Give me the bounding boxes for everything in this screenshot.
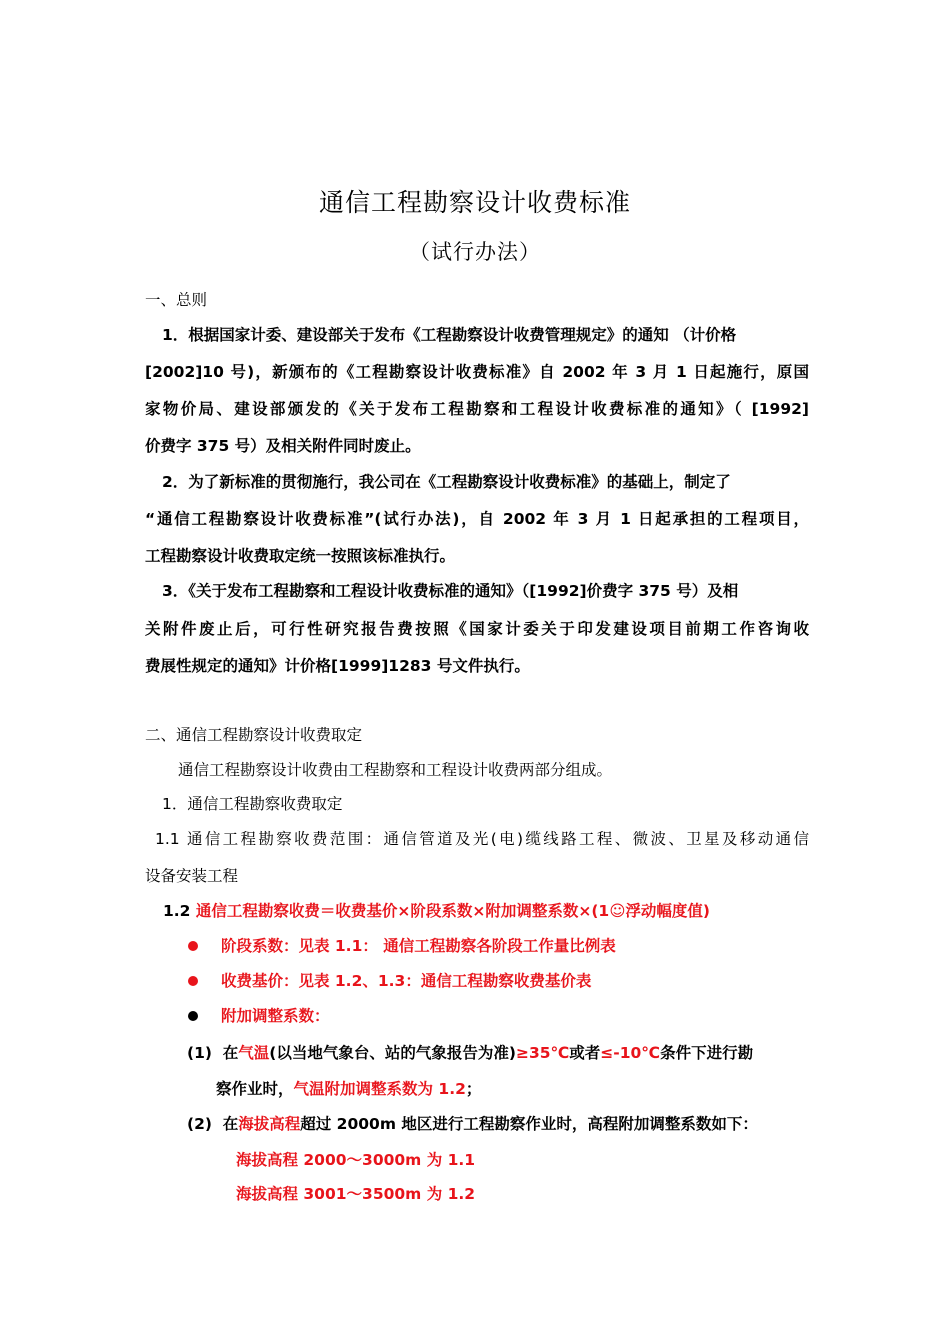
s1-p1-line2: [2002]10 号)，新颁布的《工程勘察设计收费标准》自 2002 年 3 月 1 日起施行，原国 <box>145 363 809 381</box>
s12-number: 1.2 <box>163 902 196 920</box>
item1-number: (1) <box>187 1044 212 1062</box>
section2-intro: 通信工程勘察设计收费由工程勘察和工程设计收费两部分组成。 <box>178 761 613 779</box>
altitude-row: 海拔高程 3001～3500m 为 1.2 <box>236 1185 476 1203</box>
s1-p3-line2: 关附件废止后，可行性研究报告费按照《国家计委关于印发建设项目前期工作咨询收 <box>145 620 809 638</box>
s1-p2-line1: 2．为了新标准的贯彻施行，我公司在《工程勘察设计收费标准》的基础上，制定了 <box>162 473 731 491</box>
s1-p3-line1: 3．《关于发布工程勘察和工程设计收费标准的通知》（[1992]价费字 375 号）及相 <box>162 582 739 600</box>
s11-line2: 设备安装工程 <box>145 867 239 885</box>
s1-p3-line3: 费展性规定的通知》计价格[1999]1283 号文件执行。 <box>145 657 530 675</box>
s11-line1: 1.1 通信工程勘察收费范围：通信管道及光(电)缆线路工程、微波、卫星及移动通信 <box>155 830 809 848</box>
item1-line2 <box>216 1078 880 1100</box>
bullet-icon <box>188 941 198 951</box>
item2-pre: 在 <box>222 1115 239 1133</box>
item2-line1 <box>187 1113 809 1135</box>
item1-l2-pre: 察作业时， <box>216 1080 294 1098</box>
bullet-icon <box>188 1011 198 1021</box>
bullet-stage-factor: 阶段系数：见表 1.1： 通信工程勘察各阶段工作量比例表 <box>221 937 616 955</box>
s1-p1-line4: 价费字 375 号）及相关附件同时废止。 <box>145 437 421 455</box>
item1-pre: 在 <box>222 1044 239 1062</box>
bullet-base-price: 收费基价：见表 1.2、1.3：通信工程勘察收费基价表 <box>221 972 592 990</box>
item2-number: (2) <box>187 1115 212 1133</box>
bullet-adjust-factor: 附加调整系数： <box>221 1007 330 1025</box>
s1-p2-line2: “通信工程勘察设计收费标准”(试行办法)，自 2002 年 3 月 1 日起承担的工程项目， <box>145 510 809 528</box>
item1-line1 <box>187 1042 809 1064</box>
bullet-icon <box>188 976 198 986</box>
item1-post: 条件下进行勘 <box>660 1044 754 1062</box>
item1-or: 或者 <box>569 1044 601 1062</box>
item1-note: (以当地气象台、站的气象报告为准) <box>269 1044 516 1062</box>
item1-factor: 气温附加调整系数为 1.2 <box>293 1080 466 1098</box>
item1-high-temp: ≥35℃ <box>515 1044 570 1062</box>
item1-temperature: 气温 <box>238 1044 270 1062</box>
s1-p2-line3: 工程勘察设计收费取定统一按照该标准执行。 <box>145 547 456 565</box>
item1-low-temp: ≤-10℃ <box>600 1044 661 1062</box>
page-subtitle: （试行办法） <box>409 240 541 264</box>
item2-post: 超过 2000m 地区进行工程勘察作业时，高程附加调整系数如下： <box>300 1115 758 1133</box>
s12-formula <box>163 900 827 922</box>
altitude-row: 海拔高程 2000～3000m 为 1.1 <box>236 1151 476 1169</box>
page-title: 通信工程勘察设计收费标准 <box>318 188 631 217</box>
s1-p1-line3: 家物价局、建设部颁发的《关于发布工程勘察和工程设计收费标准的通知》（ [1992] <box>145 400 809 418</box>
section1-heading: 一、总则 <box>145 291 208 309</box>
item2-altitude: 海拔高程 <box>238 1115 301 1133</box>
item1-l2-post: ； <box>465 1080 482 1098</box>
section2-sub1: 1．通信工程勘察收费取定 <box>162 795 343 813</box>
s12-formula-text: 通信工程勘察收费＝收费基价×阶段系数×附加调整系数×(1☺浮动幅度值) <box>195 902 710 920</box>
s1-p1-line1: 1．根据国家计委、建设部关于发布《工程勘察设计收费管理规定》的通知 （计价格 <box>162 326 737 344</box>
section2-heading: 二、通信工程勘察设计收费取定 <box>145 726 363 744</box>
